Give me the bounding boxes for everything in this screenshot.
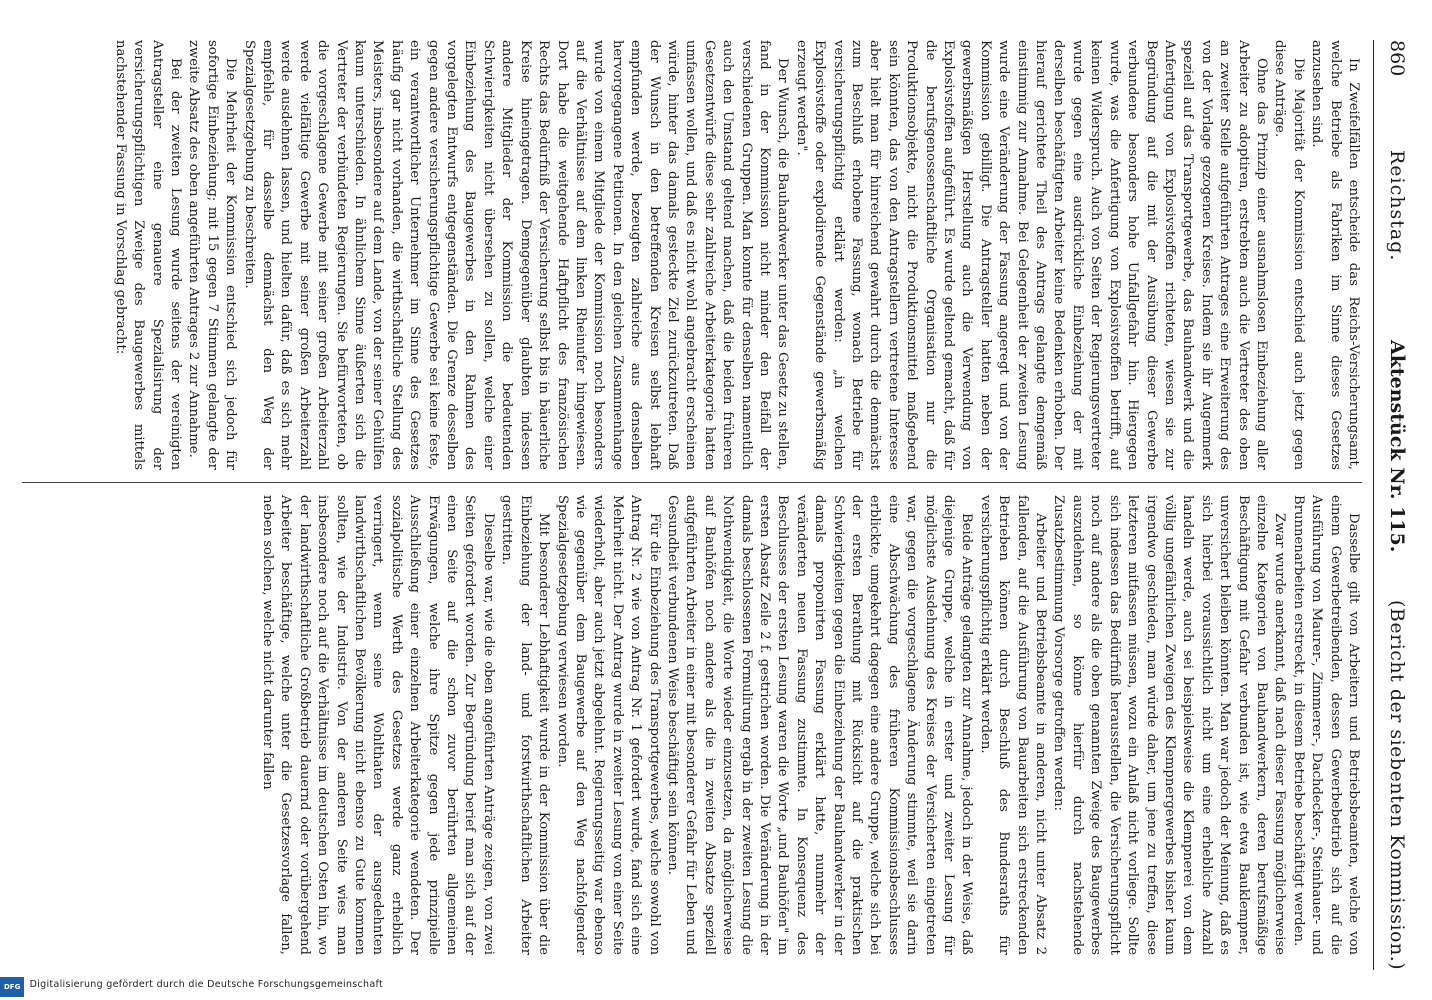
header-left-title: Reichstag. <box>1386 150 1408 262</box>
paragraph: Zwar wurde anerkannt, daß nach dieser Fassung möglicherweise einzelne Kategorien von Bauhandwerkern, deren berufsmäßige Beschäftigung mit Gefahr verbunden ist, wie etwa Bauklempner, unversichert bleiben könnten. Man war jedoch der Meinung, daß es sich hierbei voraussichtlich nicht um eine erhebliche Anzahl handeln werde, auch sei beispielsweise die Klempnerei von dem völlig ungefährlichen Zweigen des Klempnergewerbes bisher kaum irgendwo geschieden, man würde daher, um jene zu treffen, diese letzteren mitfassen müssen, wozu ein Anlaß nicht vorliege. Sollte sich indessen das Bedürfniß herausstellen, die Versicherungspflicht noch auf andere als die oben genannten Zweige des Baugewerbes auszudehnen, so könne hierfür durch nachstehende Zusatzbestimmung Vorsorge getroffen werden: <box>1051 495 1288 955</box>
credit-text: Digitalisierung gefördert durch die Deutsche Forschungsgemeinschaft <box>30 979 384 990</box>
paragraph: Dieselbe war, wie die oben angeführten Anträge zeigen, von zwei Seiten gefordert worden. Zur Begründung berief man sich auf der einen Seite auf die schon zuvor berührten allgemeinen Erwägungen, welche ihre Spitze gegen jede prinzipielle Ausschließung einer einzelnen Arbeiterkategorie wendeten. Der sozialpolitische Werth des Gesetzes werde ganz erheblich verringert, wenn seine Wohlthaten der ausgedehnten landwirthschaftlichen Bevölkerung nicht ebenso zu Gute kommen sollten, wie der Industrie. Von der anderen Seite wies man insbesondere noch auf die Verhältnisse im deutschen Osten hin, wo der landwirthschaftliche Großbetrieb dauernd oder vorübergehend Arbeiter beschäftige, welche unter die Gesetzesvorlage fallen, neben solchen, welche nicht darunter fallen <box>260 495 496 955</box>
text-column-left <box>22 40 1362 470</box>
paragraph: Beide Anträge gelangten zur Annahme, jedoch in der Weise, daß diejenige Gruppe, welche in erster und zweiter Lesung für möglichste Ausdehnung des Kreises der Versicherten eingetreten war, gegen die vorgeschlagene Änderung stimmte, weil sie darin eine Abschwächung des früheren Kommissionsbeschlusses erblickte, umgekehrt dagegen eine andere Gruppe, welche sich bei der ersten Berathung mit Rücksicht auf die praktischen Schwierigkeiten gegen die Einbeziehung der Bauhandwerker in der damals proponirten Fassung erklärt hatte, nunmehr der veränderten neuen Fassung zustimmte. In Konsequenz des Beschlusses der ersten Lesung waren die Worte „und Bauhöfen" im ersten Absatz Zeile 2 f. gestrichen worden. Die Veränderung in der damals beschlossenen Formulirung ergab in der zweiten Lesung die Nothwendigkeit, die Worte wieder einzusetzen, da möglicherweise auf Bauhöfen noch andere als die in zweiten Absatze speziell aufgeführten Arbeiter in einer mit besonderer Gefahr für Leben und Gesundheit verbundenen Weise beschäftigt sein können. <box>664 495 975 955</box>
dfg-logo: DFG <box>0 977 24 997</box>
paragraph: Dasselbe gilt von Arbeitern und Betriebsbeamten, welche von einem Gewerbetreibenden, dessen Gewerbebetrieb sich auf die Ausführung von Maurer-, Zimmerer-, Dachdecker-, Steinhauer- und Brunnenarbeiten erstreckt, in diesem Betriebe beschäftigt werden. <box>1290 495 1361 955</box>
running-header <box>1380 40 1414 970</box>
paragraph: Mit besonderer Lebhaftigkeit wurde in der Kommission über die Einbeziehung der land- und forstwirthschaftlichen Arbeiter gestritten. <box>499 495 552 955</box>
paragraph: Ohne das Prinzip einer ausnahmslosen Einbeziehung aller Arbeiter zu adoptiren, erstrebten auch die Vertreter des oben an zweiter Stelle aufgeführten Antrages eine Erweiterung des von der Vorlage gezogenen Kreises. Indem sie ihr Augenmerk speziell auf das Transportgewerbe, das Bauhandwerk und die Anfertigung von Explosivstoffen richteten, wiesen sie zur Begründung auf die mit der Ausübung dieser Gewerbe verbundene besonders hohe Unfallgefahr hin. Hiergegen wurde, was die Anfertigung von Explosivstoffen betrifft, auf keinen Widerspruch. Auch von Seiten der Regierungsvertreter wurde gegen eine ausdrückliche Einbeziehung der mit derselben beschäftigten Arbeiter keine Bedenken erhoben. Der hierauf gerichtete Theil des Antrags gelangte demgemäß einstimmig zur Annahme. Bei Gelegenheit der zweiten Lesung wurde eine Veränderung der Fassung angeregt und von der Kommission gebilligt. Die Antragsteller hatten neben der gewerbsmäßigen Herstellung auch die Verwendung von Explosivstoffen aufgeführt. Es wurde geltend gemacht, daß für die berufsgenossenschaftliche Organisation nur die Produktionsobjekte, nicht die Produktionsmittel maßgebend sein könnten, das von den Antragstellern vertretene Interesse aber hielt man für hinreichend gewahrt durch die demnächst zum Beschluß erhobene Fassung, wonach Betriebe für versicherungspflichtig erklärt werden: „in welchen Explosivstoffe oder explodirende Gegenstände gewerbsmäßig erzeugt werden". <box>793 40 1269 470</box>
column-divider <box>22 482 1362 483</box>
header-report-title: (Bericht der siebenten Kommission.) <box>1386 600 1408 970</box>
paragraph: Die Mehrheit der Kommission entschied sich jedoch für sofortige Einbeziehung; mit 15 gegen 7 Stimmen gelangte der zweite Absatz des oben angeführten Antrages 2 zur Annahme. <box>186 40 239 470</box>
paragraph: Bei der zweiten Lesung wurde seitens der vereinigten Antragsteller eine genauere Spezialisirung der versicherungspflichtigen Zweige des Baugewerbes mittels nachstehender Fassung in Vorschlag gebracht: <box>112 40 183 470</box>
paragraph: Der Wunsch, die Bauhandwerker unter das Gesetz zu stellen, fand in der Kommission nicht minder den Beifall der verschiedenen Gruppen. Man konnte für denselben namentlich auch den Umstand geltend machen, daß die beiden früheren Gesetzentwürfe diese sehr zahlreiche Arbeiterkategorie hatten umfassen wollen, und daß es nicht wohl angebracht erscheinen würde, hinter das damals gesteckte Ziel zurückzutreten. Daß der Wunsch in den betreffenden Kreisen selbst lebhaft empfunden werde, bezeugten zahlreiche aus denselben hervorgegangene Petitionen. In den gleichen Zusammenhange wurde von einem Mitgliede der Kommission noch besonders auf die Verhältnisse auf dem linken Rheinufer hingewiesen. Dort habe die weitgehende Haftpflicht des französischen Rechts das Bedürfniß der Versicherung selbst bis in bäuerliche Kreise hineingetragen. Demgegenüber glaubten indessen andere Mitglieder der Kommission die bedeutenden Schwierigkeiten nicht übersehen zu sollen, welche einer Einbeziehung des Baugewerbes in den Rahmen des vorgelegten Entwurfs entgegenständen. Die Grenze desselben gegen andere versicherungspflichtige Gewerbe sei keine feste, ein verantwortlicher Unternehmer im Sinne des Gesetzes häufig gar nicht vorhanden, die wirthschaftliche Stellung des Meisters, insbesondere auf dem Lande, von der seiner Gehülfen kaum unterschieden. In ähnlichem Sinne äußerten sich die Vertreter der verbündeten Regierungen. Sie befürworteten, ob die vorgeschlagene Gewerbe mit seiner großen Arbeiterzahl werde vielfältige Gewerbe mit seiner großen Arbeiterzahl werde ausdehnen lassen, und hielten dafür, daß es sich mehr empfehle, für dasselbe demnächst den Weg der Spezialgesetzgebung zu beschreiten. <box>241 40 791 470</box>
digitization-credit <box>0 975 1432 1000</box>
paragraph: Die Majorität der Kommission entschied auch jetzt gegen diese Anträge. <box>1272 40 1306 470</box>
header-rule <box>1373 40 1374 970</box>
text-column-right <box>22 495 1362 955</box>
paragraph: Arbeiter und Betriebsbeamte in anderen, nicht unter Absatz 2 fallenden, auf die Ausführung von Bauarbeiten sich erstreckenden Betrieben können durch Beschluß des Bundesraths für versicherungspflichtig erklärt werden. <box>977 495 1049 955</box>
header-document-number: Aktenstück Nr. 115. <box>1386 340 1408 553</box>
paragraph: In Zweifelfällen entscheide das Reichs-Versicherungsamt, welche Betriebe als Fabriken im Sinne dieses Gesetzes anzusehen sind. <box>1309 40 1361 470</box>
page-number: 860 <box>1386 40 1408 77</box>
paragraph: Für die Einbeziehung des Transportgewerbes, welche sowohl von Antrag Nr. 2 wie von Antrag Nr. 1 gefordert wurde, fand sich eine Mehrheit nicht. Der Antrag wurde in zweiter Lesung von einer Seite wiederholt, aber auch jetzt abgelehnt. Regierungsseitig war ebenso wie gegenüber dem Baugewerbe auf den Weg nachfolgender Spezialgesetzgebung verwiesen worden. <box>554 495 662 955</box>
